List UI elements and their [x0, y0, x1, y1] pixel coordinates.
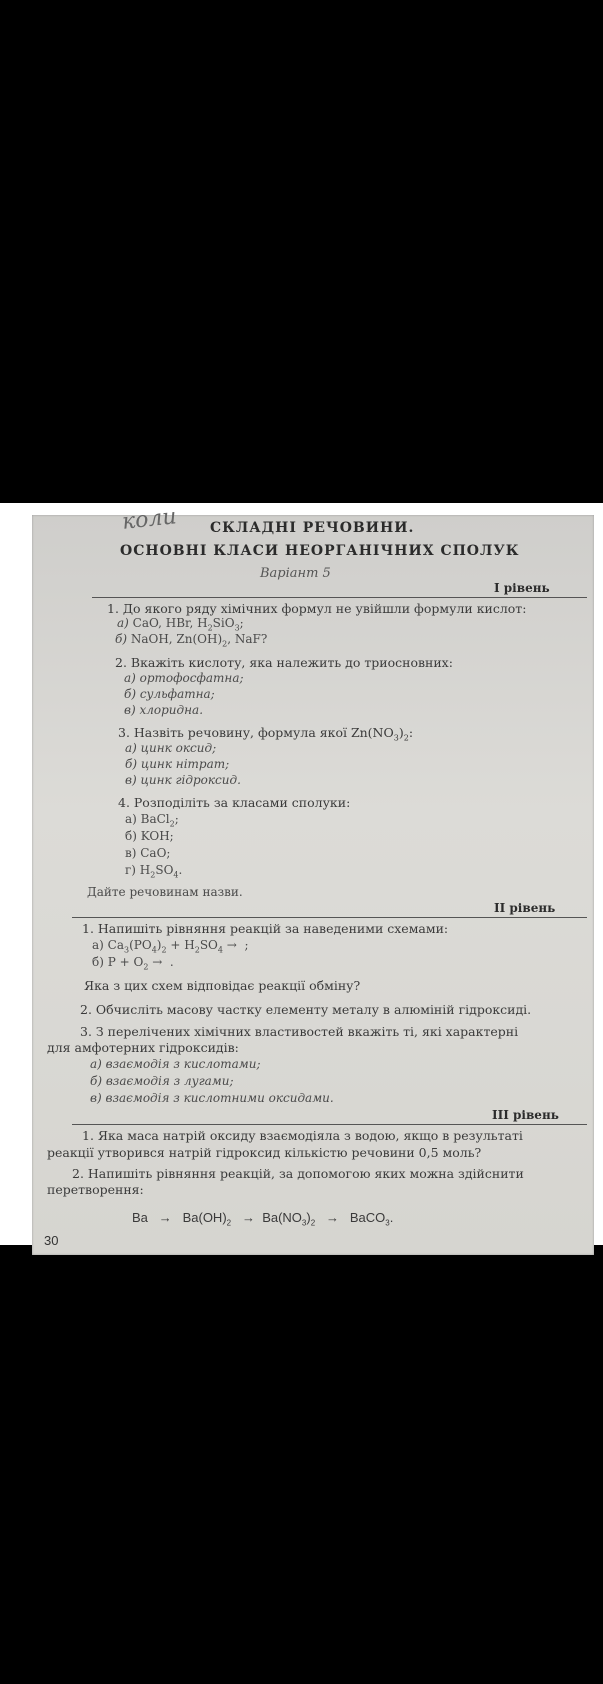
question-3-2-line-1: 2. Напишіть рівняння реакцій, за допомогою яких можна здійснити [72, 1166, 524, 1181]
option-2-3-c: в) взаємодія з кислотними оксидами. [90, 1091, 334, 1105]
question-1-1: 1. До якого ряду хімічних формул не увійшли формули кислот: [107, 601, 527, 616]
question-1-3: 3. Назвіть речовину, формула якої $Zn(NO_3)_2$: [118, 725, 414, 743]
names-note: Дайте речовинам назви. [87, 885, 243, 899]
page-number: 30 [44, 1233, 59, 1248]
question-2-2: 2. Обчисліть масову частку елементу металу в алюміній гідроксиді. [80, 1002, 532, 1017]
question-3-1-line-1: 1. Яка маса натрій оксиду взаємодіяла з водою, якщо в результаті [82, 1128, 523, 1143]
option-1-4-c: в) CaO; [125, 846, 171, 860]
option-1-3-c: в) цинк гідроксид. [125, 773, 241, 787]
level-3-heading: III рівень [492, 1108, 559, 1122]
option-1-1-b: б) NaOH, $Zn(OH)_2$, NaF? [115, 632, 268, 649]
question-1-2: 2. Вкажіть кислоту, яка належить до триосновних: [115, 655, 453, 670]
page-title-line-1: СКЛАДНІ РЕЧОВИНИ. [210, 520, 415, 536]
option-1-4-d: г) $H_2SO_4$. [125, 863, 183, 880]
option-1-2-c: в) хлоридна. [124, 703, 204, 717]
option-2-3-a: а) взаємодія з кислотами; [90, 1057, 261, 1071]
exchange-question: Яка з цих схем відповідає реакції обміну? [84, 978, 361, 993]
handwritten-note: коли [120, 504, 178, 535]
divider [92, 597, 587, 598]
transformation-chain: Ba → $Ba(OH)_2$ → $Ba(NO_3)_2$ → BaCO$_3$. [132, 1210, 394, 1228]
scheme-2-1-b: б) $P + O_2$ → . [92, 955, 174, 972]
divider [72, 1124, 587, 1125]
option-2-3-b: б) взаємодія з лугами; [90, 1074, 234, 1088]
divider [72, 917, 587, 918]
question-2-1: 1. Напишіть рівняння реакцій за наведеними схемами: [82, 921, 449, 936]
textbook-page [32, 504, 594, 1255]
option-1-4-a: а) BaCl$_2$; [125, 812, 179, 829]
option-1-2-b: б) сульфатна; [124, 687, 215, 701]
option-1-3-a: а) цинк оксид; [125, 741, 217, 755]
variant-label: Варіант 5 [260, 566, 331, 581]
option-1-1-a: а) CaO, HBr, $H_2SiO_3$; [117, 616, 244, 633]
question-3-1-line-2: реакції утворився натрій гідроксид кількістю речовини 0,5 моль? [47, 1145, 482, 1160]
option-1-2-a: а) ортофосфатна; [124, 671, 244, 685]
option-1-3-b: б) цинк нітрат; [125, 757, 230, 771]
scheme-2-1-a: а) $Ca_3(PO_4)_2 + H_2SO_4$ → ; [92, 938, 249, 955]
option-1-4-b: б) KOH; [125, 829, 174, 843]
question-2-3-line-1: 3. З перелічених хімічних властивостей вкажіть ті, які характерні [80, 1024, 519, 1039]
question-3-2-line-2: перетворення: [47, 1182, 144, 1197]
level-2-heading: II рівень [494, 901, 556, 915]
level-1-heading: I рівень [494, 581, 550, 595]
question-2-3-line-2: для амфотерних гідроксидів: [47, 1040, 239, 1055]
question-1-4: 4. Розподіліть за класами сполуки: [118, 795, 351, 810]
page-title-line-2: ОСНОВНІ КЛАСИ НЕОРГАНІЧНИХ СПОЛУК [120, 543, 520, 559]
